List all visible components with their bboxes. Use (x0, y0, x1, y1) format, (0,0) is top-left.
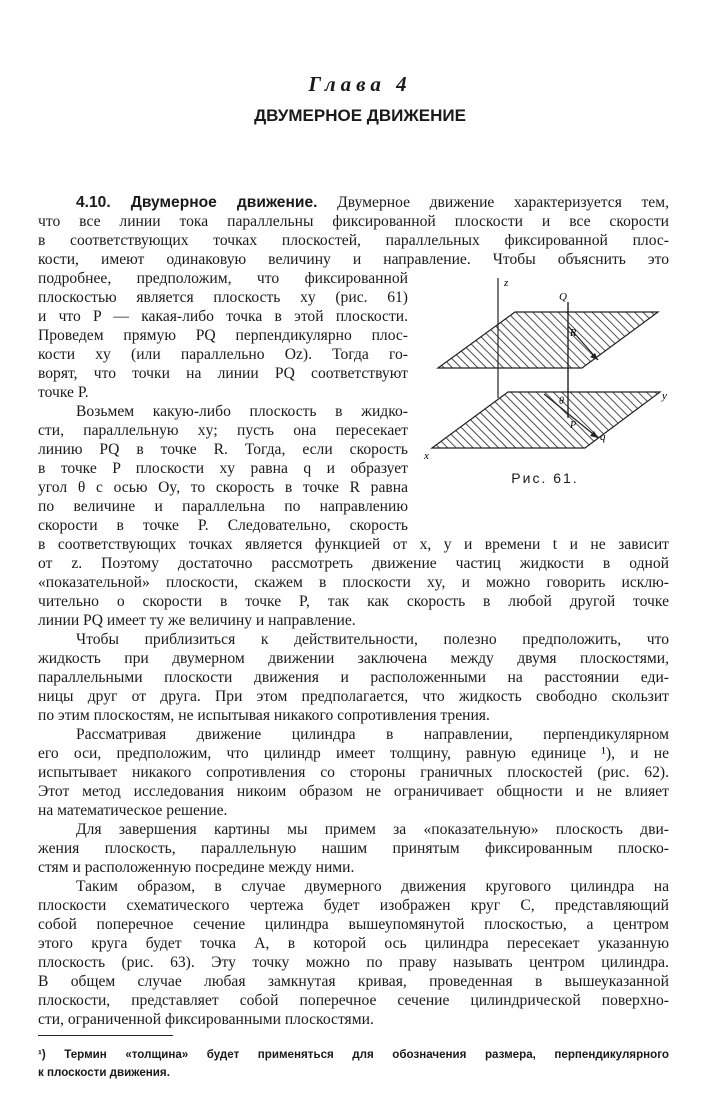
text-line: Для завершения картины мы примем за «показательную» плоскость дви- (76, 821, 669, 838)
text-line: от z. Поэтому достаточно рассмотреть движение частиц жидкости в одной (38, 555, 669, 572)
text-line: в соответствующих точках является функцией от x, y и времени t и не зависит (38, 536, 669, 553)
footnote-rule (38, 1035, 173, 1036)
text-line: подробнее, предположим, что фиксированной (38, 270, 408, 287)
label-Q: Q (559, 291, 567, 303)
lower-plane (432, 392, 660, 448)
text-line: скорости в точке P. Следовательно, скорость (38, 517, 408, 534)
label-theta: θ (559, 396, 564, 407)
text-line: и что P — какая-либо точка в этой плоскости. (38, 308, 408, 325)
text-line: плоскости схематического чертежа будет изображен круг C, представляющий (38, 897, 669, 914)
text-line: на математическое решение. (38, 802, 228, 819)
text-line: Рассматривая движение цилиндра в направлении, перпендикулярном (76, 726, 669, 743)
text-line: точке P. (38, 384, 89, 401)
chapter-label: Глава 4 (308, 72, 412, 96)
text-line: в соответствующих точках плоскостей, параллельных фиксированной плос- (38, 232, 669, 249)
text-line: ницы друг от друга. При этом предполагается, что жидкость свободно скользит (38, 688, 669, 705)
text-line: Возьмем какую-либо плоскость в жидко- (76, 403, 408, 420)
footnote-line: к плоскости движения. (38, 1066, 170, 1079)
text-line: по величине и параллельна по направлению (38, 498, 408, 515)
text-line: плоскости, представляет собой поперечное сечение цилиндрической поверхно- (38, 992, 669, 1009)
footnote-line: ¹) Термин «толщина» будет применяться для обозначения размера, перпендикулярного (38, 1048, 669, 1061)
text-line: Чтобы приблизиться к действительности, полезно предположить, что (76, 631, 669, 648)
text-line: собой поперечное сечение цилиндра вышеупомянутой плоскостью, а центром (38, 916, 669, 933)
label-x: x (424, 450, 429, 462)
text-line: сти, параллельную xy; пусть она пересекает (38, 422, 408, 439)
label-q: q (600, 431, 606, 443)
figure-61-diagram (420, 268, 670, 468)
label-R: R (570, 328, 577, 339)
text-line: линии PQ имеет ту же величину и направление. (38, 612, 356, 629)
text-line: что все линии тока параллельны фиксированной плоскости и все скорости (38, 213, 669, 230)
text-line: стям и расположенную посредине между ними. (38, 859, 355, 876)
text-line: этого круга будет точка A, в которой ось цилиндра пересекает указанную (38, 935, 669, 952)
text-line: испытывает никакого сопротивления со стороны граничных плоскостей (рис. 62). (38, 764, 669, 781)
text-line: кости xy (или параллельно Oz). Тогда го- (38, 346, 408, 363)
text-line: чительно о скорости в точке P, так как скорость в любой другой точке (38, 593, 669, 610)
text-line: Таким образом, в случае двумерного движения кругового цилиндра на (76, 878, 669, 895)
text-line: линию PQ в точке R. Тогда, если скорость (38, 441, 408, 458)
section-heading: 4.10. Двумерное движение. (76, 194, 318, 211)
label-y: y (662, 390, 667, 402)
text-line: кости, имеют одинаковую величину и направление. Чтобы объяснить это (38, 251, 669, 268)
text-line: по этим плоскостям, не испытывая никакого сопротивления трения. (38, 707, 490, 724)
chapter-title: ДВУМЕРНОЕ ДВИЖЕНИЕ (254, 106, 466, 125)
text-line: угол θ с осью Oy, то скорость в точке R равна (38, 479, 408, 496)
figure-caption: Рис. 61. (511, 470, 579, 486)
text-line: плоскость (рис. 63). Эту точку можно по праву называть центром цилиндра. (38, 954, 669, 971)
text-line: параллельными плоскости движения и расположенными на расстоянии еди- (38, 669, 669, 686)
text-line: жидкость при двумерном движении заключена между двумя плоскостями, (38, 650, 669, 667)
text-line: сти, ограниченной фиксированными плоскостями. (38, 1011, 374, 1028)
section-first-line (76, 193, 669, 212)
text-line: ворят, что точки на линии PQ соответствуют (38, 365, 408, 382)
label-P: P (570, 420, 577, 431)
text-line: «показательной» плоскости, скажем в плоскости xy, и можно говорить исклю- (38, 574, 669, 591)
label-z: z (504, 277, 509, 289)
text-line: Этот метод исследования никоим образом не ограничивает общности и не влияет (38, 783, 669, 800)
text-line: в точке P плоскости xy равна q и образует (38, 460, 408, 477)
text-line: Проведем прямую PQ перпендикулярно плос- (38, 327, 408, 344)
text-line: его оси, предположим, что цилиндр имеет толщину, равную единице ¹), и не (38, 745, 669, 762)
text-line: плоскостью является плоскость xy (рис. 61) (38, 289, 408, 306)
text-line: В общем случае любая замкнутая кривая, проведенная в вышеуказанной (38, 973, 669, 990)
text-line: жения плоскость, параллельную нашим принятым фиксированным плоско- (38, 840, 669, 857)
upper-plane (438, 312, 658, 368)
text-line: Двумерное движение характеризуется тем, (317, 194, 669, 211)
